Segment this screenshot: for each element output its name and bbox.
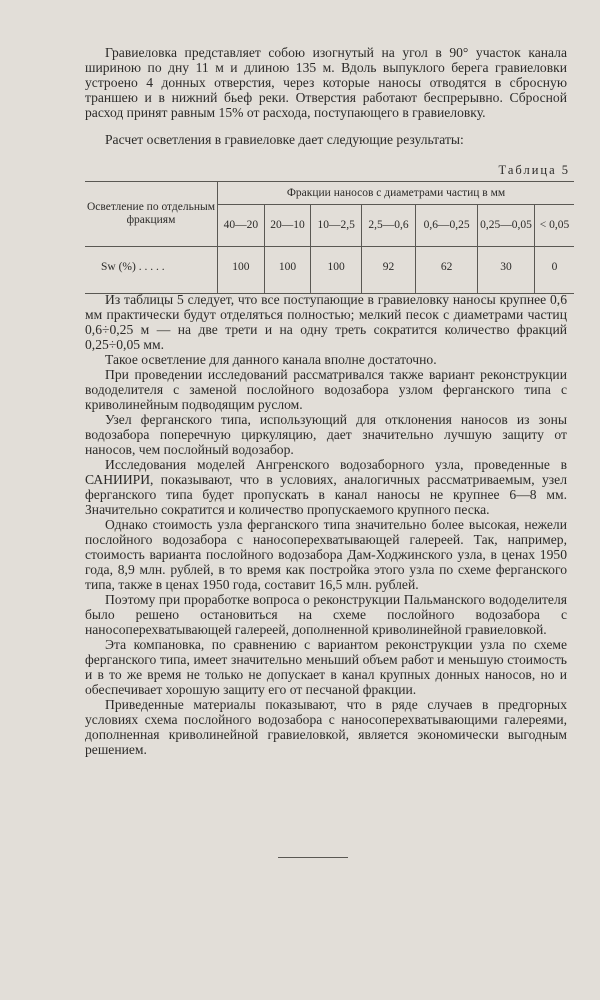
paragraph: Однако стоимость узла ферганского типа значительно более высокая, нежели послойного водозабора с наносоперехватывающей галереей. Так, например, стоимость варианта послойного водозабора Дам-Ходжинского узла, в ценах 1950 года, 8,9 млн. рублей, в то время как постройка этого узла по схеме ферганского типа, также в ценах 1950 года, составит 16,5 млн. рублей. xyxy=(85,517,567,592)
paragraph: Приведенные материалы показывают, что в ряде случаев в предгорных условиях схема послойного водозабора с наносоперехватывающими галереями, дополненная криволинейной гравиеловкой, является экономически выгодным решением. xyxy=(85,697,567,757)
table-column-header: < 0,05 xyxy=(534,205,574,247)
body-text xyxy=(85,292,567,757)
paragraph: Эта компановка, по сравнению с вариантом реконструкции узла по схеме ферганского типа, имеет значительно меньший объем работ и меньшую стоимость и в то же время не только не допускает в канал крупных донных наносов, но и обеспечивает хорошую защиту его от песчаной фракции. xyxy=(85,637,567,697)
table-cell: 100 xyxy=(218,247,265,288)
table-caption: Таблица 5 xyxy=(498,163,570,177)
table-row-label: Sw (%) . . . . . xyxy=(101,260,165,273)
table-cell: 30 xyxy=(477,247,534,288)
table-cell: 100 xyxy=(311,247,361,288)
paragraph: Такое осветление для данного канала вполне достаточно. xyxy=(105,352,437,367)
table-cell: 100 xyxy=(264,247,311,288)
table-row-header: Осветление по отдельным фракциям xyxy=(85,182,218,247)
paragraph: Поэтому при проработке вопроса о реконструкции Пальманского вододелителя было решено остановиться на схеме послойного водозабора с наносоперехватывающей галереей, дополненной криволинейной гравиеловкой. xyxy=(85,592,567,637)
paragraph: Из таблицы 5 следует, что все поступающие в гравиеловку наносы крупнее 0,6 мм практически будут отделяться полностью; мелкий песок с диаметрами частиц 0,6÷0,25 м — на две трети и на одну треть сократится количество фракций 0,25÷0,05 мм. xyxy=(85,292,567,352)
table-row xyxy=(85,247,574,288)
paragraph: Узел ферганского типа, использующий для отклонения наносов из зоны водозабора поперечную циркуляцию, дает значительно лучшую защиту от наносов, чем послойный водозабор. xyxy=(85,412,567,457)
results-table xyxy=(85,181,574,294)
table-cell: 0 xyxy=(534,247,574,288)
table-column-header: 10—2,5 xyxy=(311,205,361,247)
intro-paragraph xyxy=(85,45,567,120)
paragraph: Расчет осветления в гравиеловке дает следующие результаты: xyxy=(105,132,464,147)
paragraph: При проведении исследований рассматривался также вариант реконструкции вододелителя с заменой послойного водозабора узлом ферганского типа с криволинейным подводящим руслом. xyxy=(85,367,567,412)
table-column-header: 40—20 xyxy=(218,205,265,247)
table-column-header: 0,25—0,05 xyxy=(477,205,534,247)
table-intro-paragraph xyxy=(85,132,567,147)
paragraph: Исследования моделей Ангренского водозаборного узла, проведенные в САНИИРИ, показывают, что в условиях, аналогичных рассматриваемым, узел ферганского типа будет пропускать в канал наносы не крупнее 6—8 мм. Значительно сократится и количество пропускаемого крупного песка. xyxy=(85,457,567,517)
end-rule xyxy=(278,857,348,858)
table-column-header: 20—10 xyxy=(264,205,311,247)
paragraph: Гравиеловка представляет собою изогнутый на угол в 90° участок канала шириною по дну 11 м и длиною 135 м. Вдоль выпуклого берега гравиеловки устроено 4 донных отверстия, через которые наносы отводятся в сбросную траншею и в нижний бьеф реки. Отверстия работают беспрерывно. Сбросной расход принят равным 15% от расхода, поступающего в гравиеловку. xyxy=(85,45,567,120)
table-group-header: Фракции наносов с диаметрами частиц в мм xyxy=(218,182,575,205)
table-cell: 92 xyxy=(361,247,415,288)
table-cell: 62 xyxy=(416,247,478,288)
table-column-header: 0,6—0,25 xyxy=(416,205,478,247)
table-column-header: 2,5—0,6 xyxy=(361,205,415,247)
